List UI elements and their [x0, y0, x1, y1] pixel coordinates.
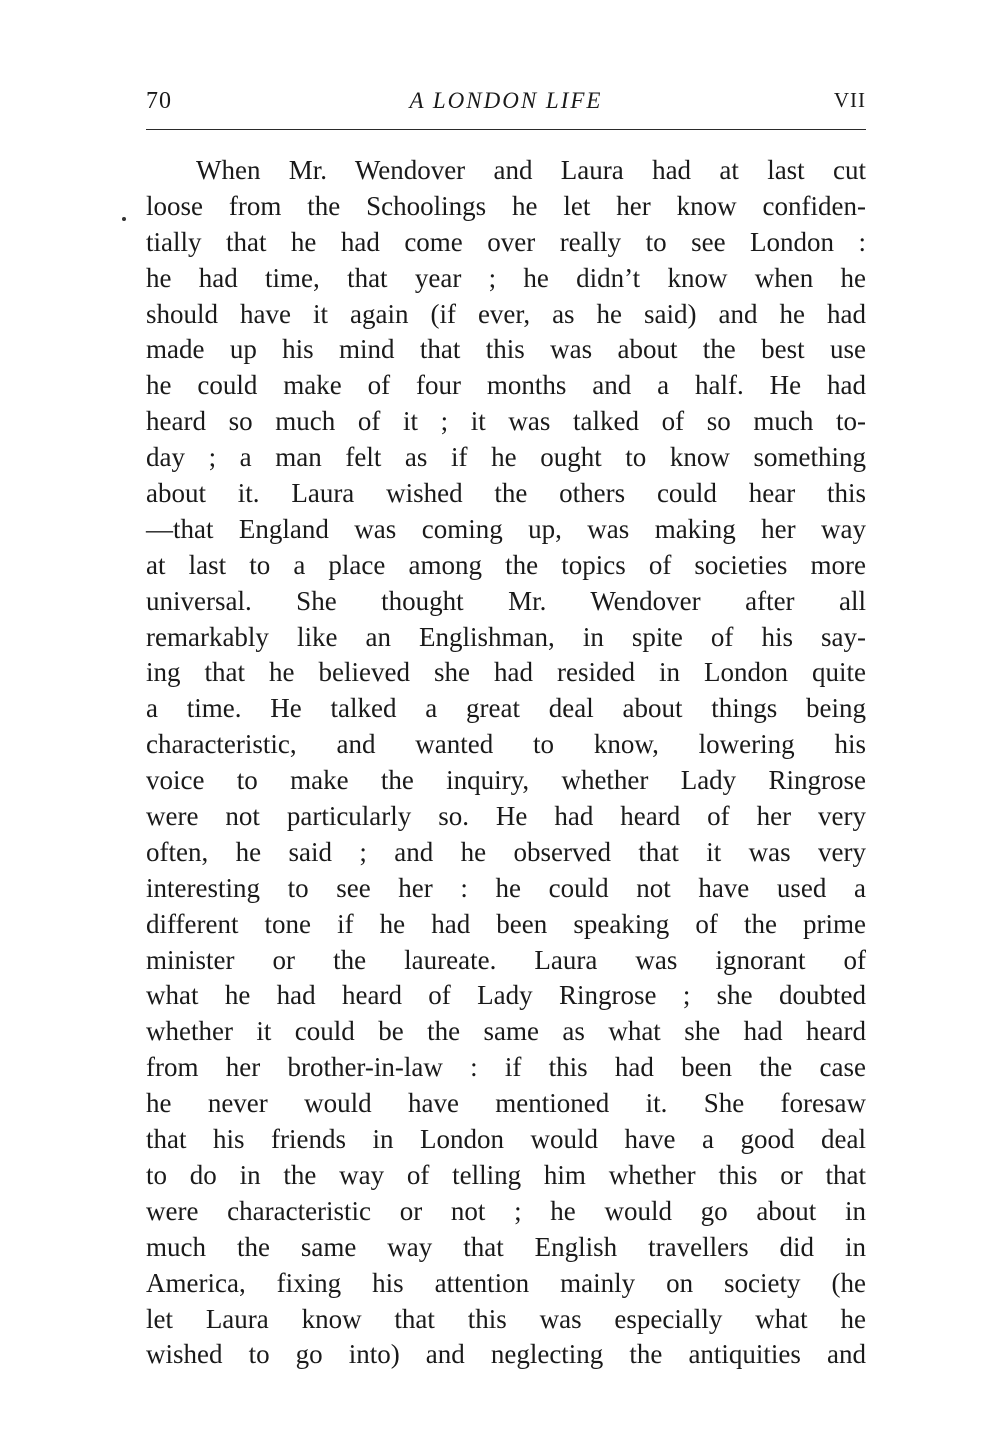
running-head — [146, 88, 866, 122]
body-text — [146, 153, 866, 1373]
text-line: voice to make the inquiry, whether Lady Ringrose — [146, 765, 866, 796]
text-line: wished to go into) and neglecting the antiquities and — [146, 1339, 866, 1370]
text-line: loose from the Schoolings he let her know confiden- — [146, 190, 866, 221]
text-line: remarkably like an Englishman, in spite of his say- — [146, 621, 866, 652]
text-line: When Mr. Wendover and Laura had at last cut — [196, 155, 866, 185]
text-line: ing that he believed she had resided in London quite — [146, 657, 866, 688]
text-line: America, fixing his attention mainly on society (he — [146, 1267, 866, 1298]
text-line: a time. He talked a great deal about things being — [146, 693, 866, 724]
text-line: day ; a man felt as if he ought to know something — [146, 442, 866, 473]
header-rule — [146, 129, 866, 130]
text-line: at last to a place among the topics of societies more — [146, 549, 866, 580]
text-line: universal. She thought Mr. Wendover after all — [146, 585, 866, 616]
text-line: interesting to see her : he could not have used a — [146, 872, 866, 903]
text-line: often, he said ; and he observed that it was very — [146, 836, 866, 867]
text-line: heard so much of it ; it was talked of so much to- — [146, 406, 866, 437]
text-line: what he had heard of Lady Ringrose ; she doubted — [146, 980, 866, 1011]
text-line: made up his mind that this was about the best use — [146, 334, 866, 365]
text-line: characteristic, and wanted to know, lowering his — [146, 729, 866, 760]
text-line: much the same way that English travellers did in — [146, 1231, 866, 1262]
text-line: should have it again (if ever, as he said) and he had — [146, 298, 866, 329]
margin-speck — [122, 217, 126, 221]
chapter-marker: VII — [833, 88, 866, 112]
text-line: whether it could be the same as what she had heard — [146, 1016, 866, 1047]
running-title: A LONDON LIFE — [409, 88, 603, 113]
text-line: that his friends in London would have a good deal — [146, 1124, 866, 1155]
page-number: 70 — [146, 88, 172, 114]
text-line: to do in the way of telling him whether this or that — [146, 1159, 866, 1190]
text-line: were characteristic or not ; he would go about in — [146, 1195, 866, 1226]
text-line: minister or the laureate. Laura was ignorant of — [146, 944, 866, 975]
text-line: tially that he had come over really to see London : — [146, 226, 866, 257]
text-line: different tone if he had been speaking of the prime — [146, 908, 866, 939]
text-line: he could make of four months and a half. He had — [146, 370, 866, 401]
text-line: were not particularly so. He had heard of her very — [146, 801, 866, 832]
text-line: from her brother-in-law : if this had been the case — [146, 1052, 866, 1083]
text-line: —that England was coming up, was making her way — [146, 513, 866, 544]
text-line: he had time, that year ; he didn’t know when he — [146, 262, 866, 293]
text-line: let Laura know that this was especially what he — [146, 1303, 866, 1334]
text-line: he never would have mentioned it. She foresaw — [146, 1088, 866, 1119]
text-line: about it. Laura wished the others could hear this — [146, 478, 866, 509]
